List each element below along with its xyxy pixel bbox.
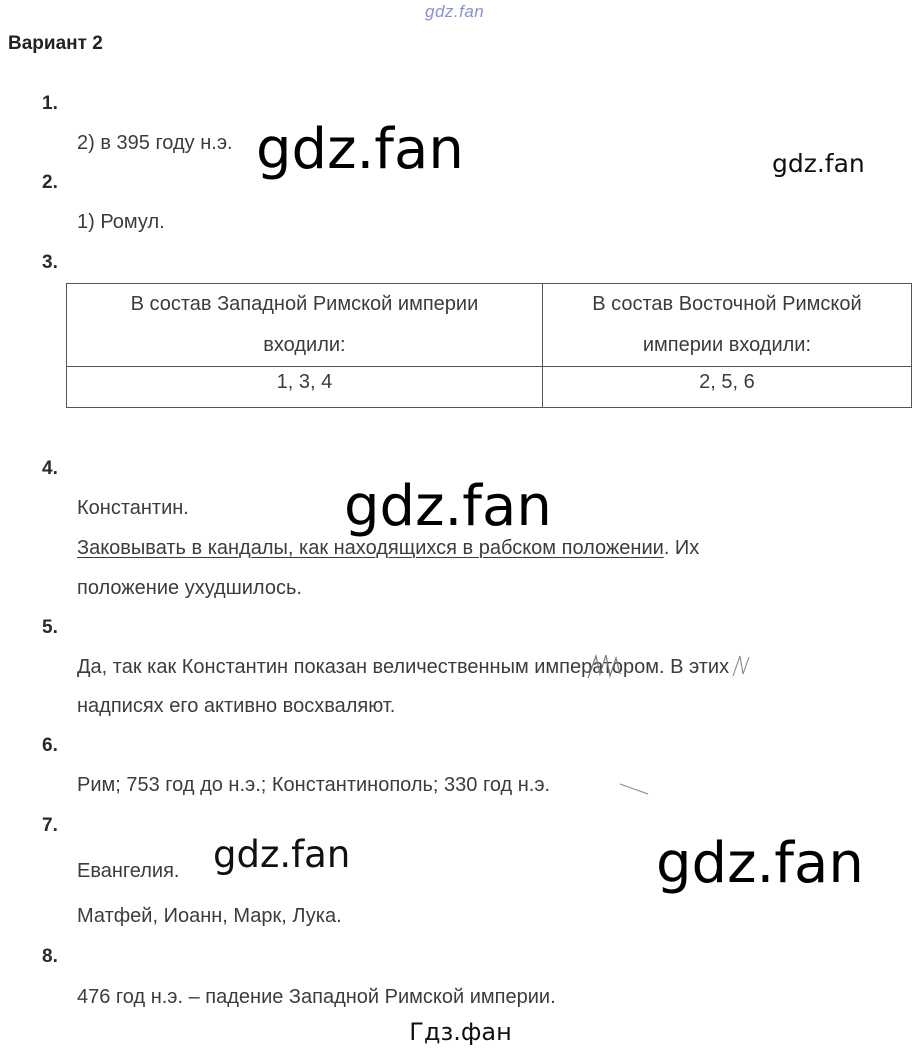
answer-7-line1: Евангелия.	[77, 860, 180, 882]
answer-8: 476 год н.э. – падение Западной Римской империи.	[77, 986, 556, 1008]
watermark-medium: gdz.fan	[213, 833, 351, 876]
answer-4-line1: Константин.	[77, 497, 189, 519]
question-number-5: 5.	[42, 617, 58, 638]
question-number-1: 1.	[42, 93, 58, 114]
watermark-large-1: gdz.fan	[256, 117, 464, 182]
table-header-east-line1: В состав Восточной Римской	[592, 293, 862, 315]
table-header-west-line1: В состав Западной Римской империи	[130, 293, 479, 315]
answer-5-line2: надписях его активно восхваляют.	[77, 695, 396, 717]
footer-watermark: Гдз.фан	[409, 1018, 512, 1046]
answer-4-underlined: Заковывать в кандалы, как находящихся в рабском положении	[77, 537, 664, 559]
variant-title: Вариант 2	[8, 33, 103, 54]
question-number-2: 2.	[42, 172, 58, 193]
answer-4-line2-rest: . Их	[663, 537, 700, 559]
answer-4-line3: положение ухудшилось.	[77, 577, 302, 599]
table-header-east-line2: империи входили:	[642, 334, 812, 356]
watermark-top: gdz.fan	[425, 2, 485, 21]
table-header-west	[67, 284, 543, 367]
empire-comparison-table	[66, 283, 912, 408]
question-number-3: 3.	[42, 252, 58, 273]
question-number-4: 4.	[42, 458, 58, 479]
answer-4-line2	[77, 537, 699, 560]
table-value-west: 1, 3, 4	[67, 367, 543, 408]
question-number-8: 8.	[42, 946, 58, 967]
table-header-east	[542, 284, 911, 367]
watermark-small-1: gdz.fan	[772, 149, 865, 178]
scribble-mark	[584, 652, 626, 682]
question-number-6: 6.	[42, 735, 58, 756]
scribble-mark-3	[618, 776, 654, 798]
table-value-east: 2, 5, 6	[542, 367, 911, 408]
answer-5-line1: Да, так как Константин показан величественным императором. В этих	[77, 656, 730, 678]
question-number-7: 7.	[42, 815, 58, 836]
table-header-west-line2: входили:	[263, 334, 346, 356]
scribble-mark-2	[730, 652, 754, 682]
answer-6: Рим; 753 год до н.э.; Константинополь; 330 год н.э.	[77, 774, 551, 796]
watermark-large-3: gdz.fan	[656, 831, 864, 896]
answer-2: 1) Ромул.	[77, 211, 165, 233]
watermark-large-2: gdz.fan	[344, 474, 552, 539]
answer-1: 2) в 395 году н.э.	[77, 132, 233, 154]
answer-7-line2: Матфей, Иоанн, Марк, Лука.	[77, 905, 342, 927]
